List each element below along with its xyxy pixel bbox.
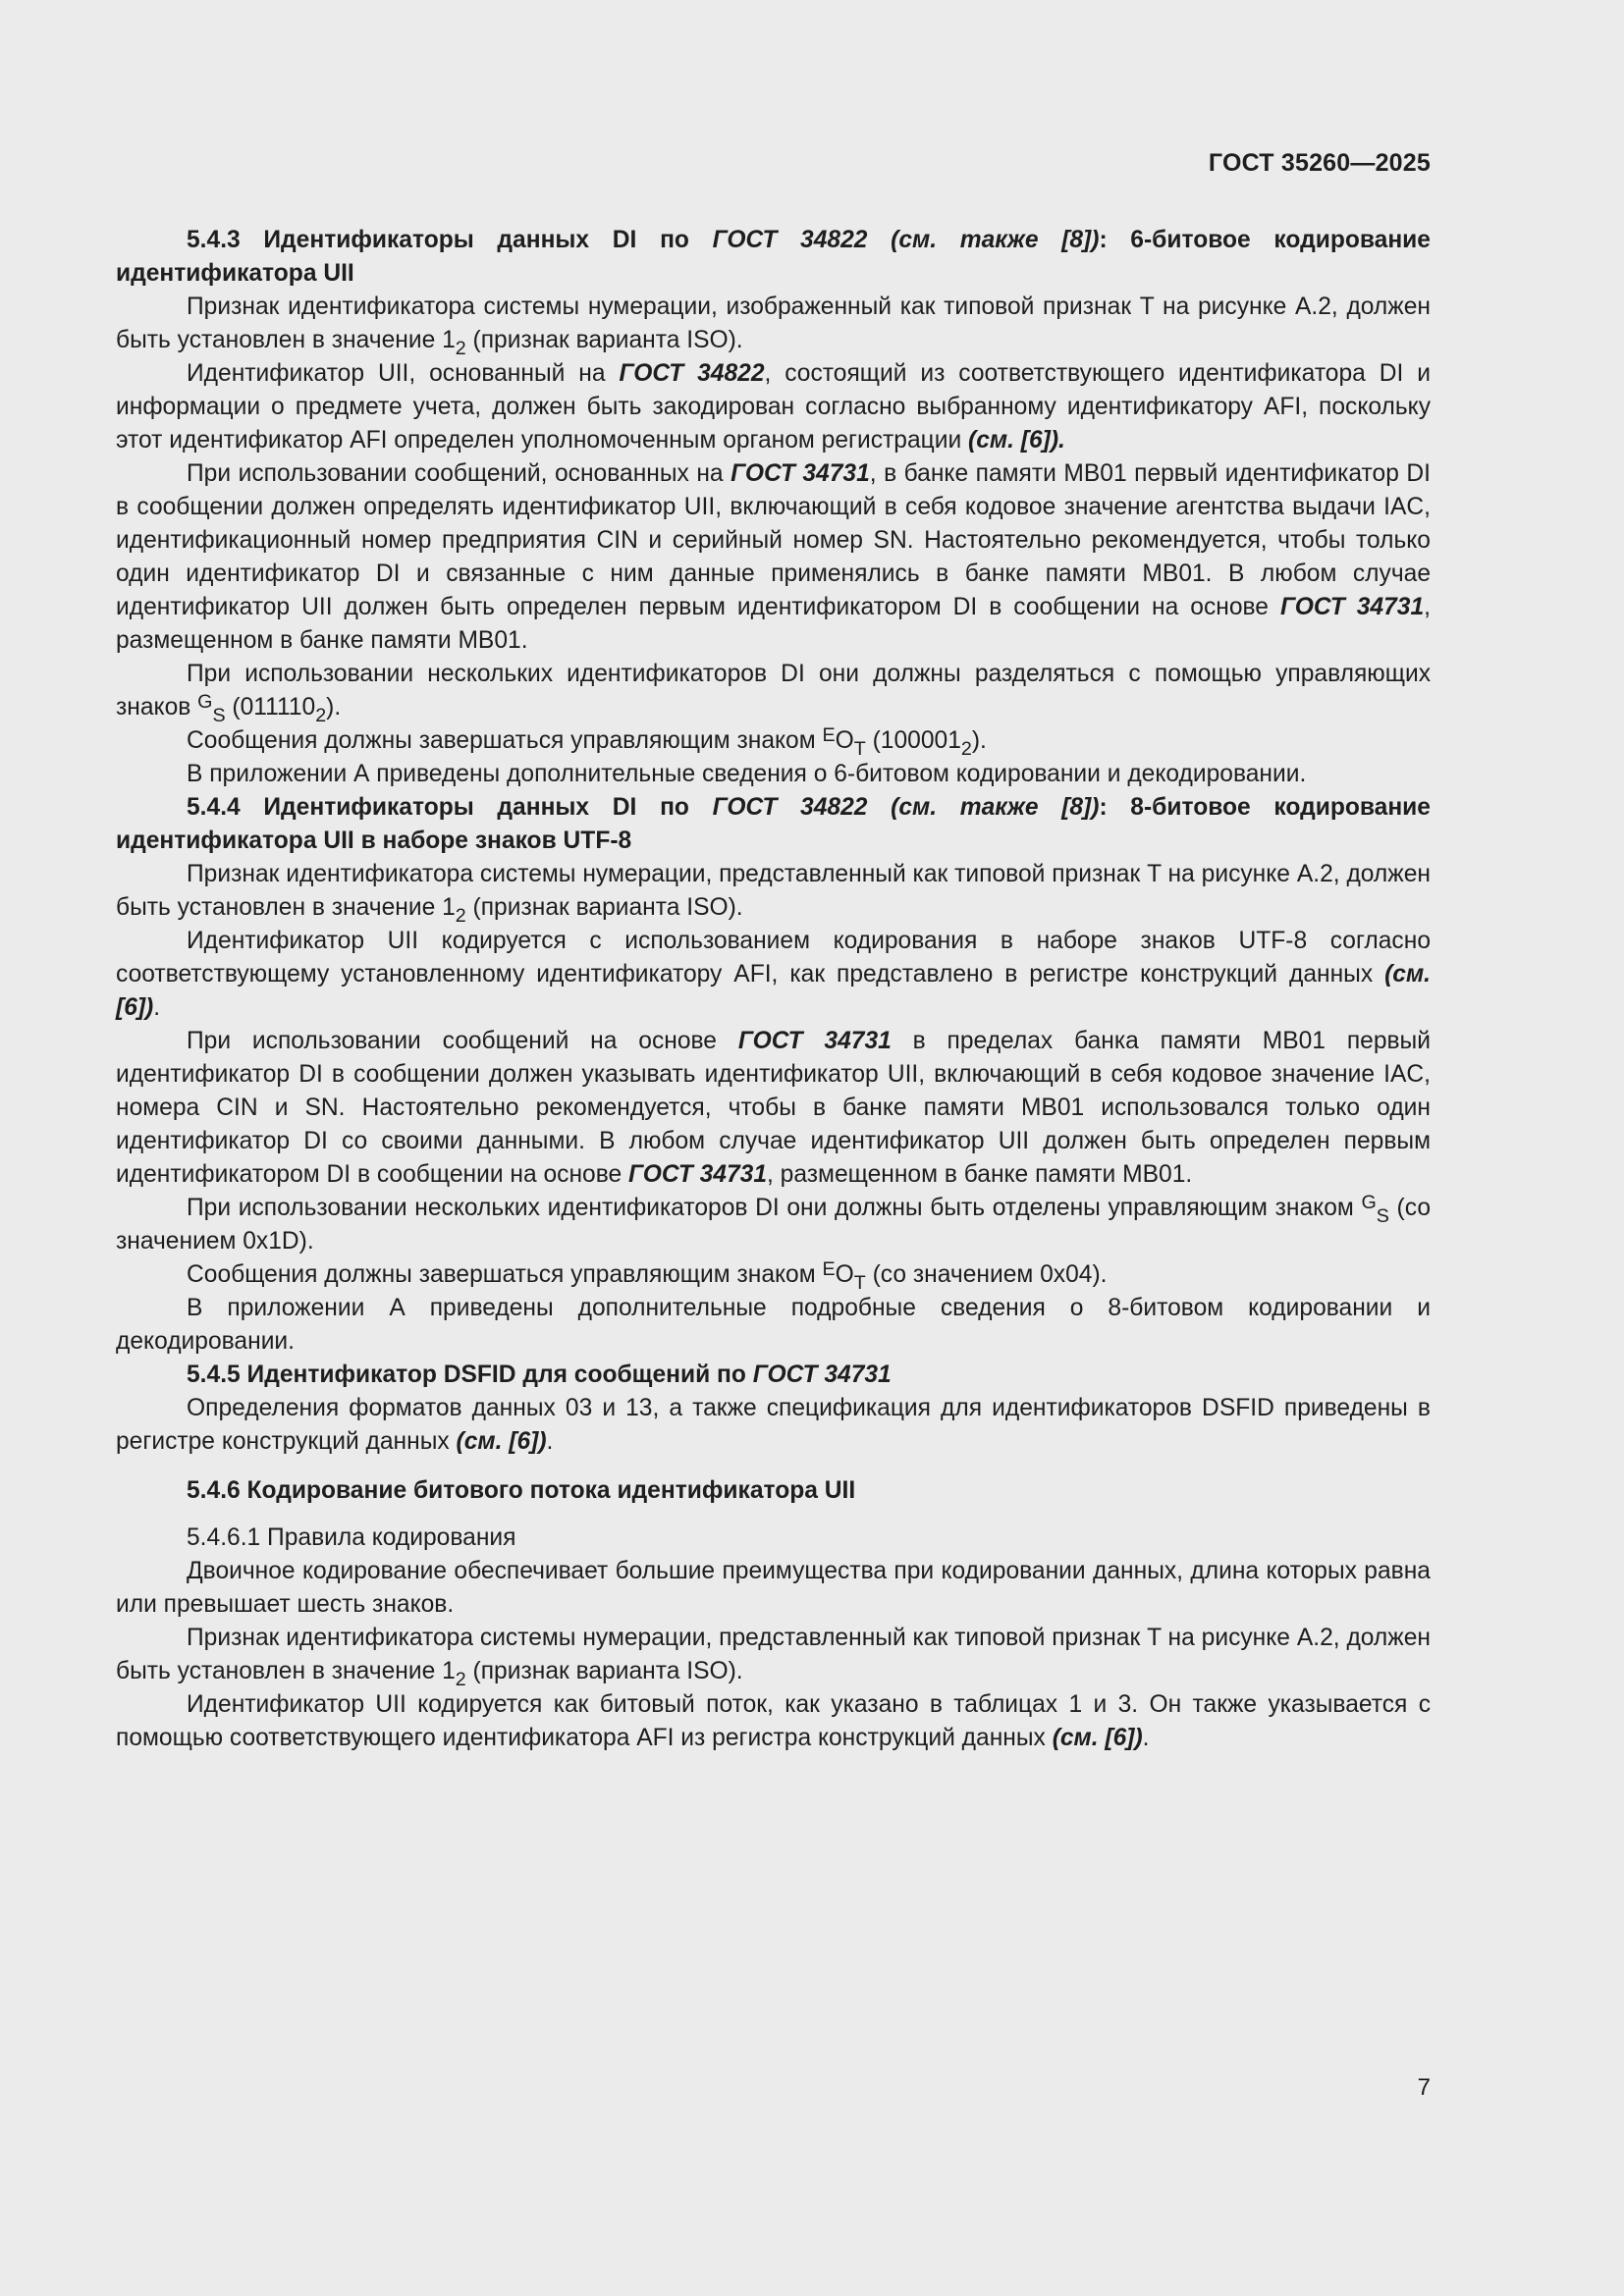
document-body [116,224,1431,1755]
paragraph-5-4-4-numbering-flag: Признак идентификатора системы нумерации, представленный как типовой признак T на рисунке А.2, должен быть установлен в значение $1_2$ (признак варианта ISO). [116,861,1431,927]
paragraph-5-4-5-dsfid: Определения форматов данных 03 и 13, а также спецификация для идентификаторов DSFID приведены в регистре конструкций данных (см. [6]). [116,1395,1431,1455]
paragraph-5-4-6-numbering-flag: Признак идентификатора системы нумерации, представленный как типовой признак T на рисунке А.2, должен быть установлен в значение $1_2$ (признак варианта ISO). [116,1625,1431,1690]
paragraph-5-4-4-messages: При использовании сообщений на основе ГОСТ 34731 в пределах банка памяти MB01 первый идентификатор DI в сообщении должен указывать идентификатор UII, включающий в себя кодовое значение IAC, номера CIN и SN. Настоятельно рекомендуется, чтобы в банке памяти MB01 использовался только один идентификатор DI со своими данными. В любом случае идентификатор UII должен быть определен первым идентификатором DI в сообщении на основе ГОСТ 34731, размещенном в банке памяти MB01. [116,1028,1431,1188]
document-code: ГОСТ 35260—2025 [1208,149,1431,177]
paragraph-5-4-4-annex: В приложении А приведены дополнительные подробные сведения о 8-битовом кодировании и декодировании. [116,1295,1431,1355]
heading-5-4-6: 5.4.6 Кодирование битового потока идентификатора UII [187,1477,856,1504]
page-number: 7 [1417,2074,1431,2101]
paragraph-5-4-3-separator: При использовании нескольких идентификаторов DI они должны разделяться с помощью управляющих знаков $^G_S$ $(011110_2)$. [116,661,1431,726]
paragraph-5-4-4-separator: При использовании нескольких идентификаторов DI они должны быть отделены управляющим знаком $^G_S$ (со значением 0x1D). [116,1192,1431,1255]
paragraph-5-4-4-utf8: Идентификатор UII кодируется с использованием кодирования в наборе знаков UTF-8 согласно соответствующему установленному идентификатору AFI, как представлено в регистре конструкций данных (см. [6]). [116,928,1431,1021]
gs-control-char: $^G_S$ [197,691,226,726]
paragraph-5-4-3-terminator: Сообщения должны завершаться управляющим знаком $^EO_T$ $(100001_2)$. [187,724,987,760]
heading-5-4-3: 5.4.3 Идентификаторы данных DI по ГОСТ 34822 (см. также [8]): 6-битовое кодирование идентификатора UII [116,227,1431,287]
paragraph-5-4-6-binary: Двоичное кодирование обеспечивает большие преимущества при кодировании данных, длина которых равна или превышает шесть знаков. [116,1558,1431,1618]
paragraph-5-4-3-uii: Идентификатор UII, основанный на ГОСТ 34822, состоящий из соответствующего идентификатора DI и информации о предмете учета, должен быть закодирован согласно выбранному идентификатору AFI, поскольку этот идентификатор AFI определен уполномоченным органом регистрации (см. [6]). [116,360,1431,454]
paragraph-5-4-3-numbering-flag: Признак идентификатора системы нумерации, изображенный как типовой признак T на рисунке А.2, должен быть установлен в значение $1_2$ (признак варианта ISO). [116,294,1431,359]
paragraph-5-4-3-messages: При использовании сообщений, основанных на ГОСТ 34731, в банке памяти MB01 первый идентификатор DI в сообщении должен определять идентификатор UII, включающий в себя кодовое значение агентства выдачи IAC, идентификационный номер предприятия CIN и серийный номер SN. Настоятельно рекомендуется, чтобы только один идентификатор DI и связанные с ним данные применялись в банке памяти MB01. В любом случае идентификатор UII должен быть определен первым идентификатором DI в сообщении на основе ГОСТ 34731, размещенном в банке памяти MB01. [116,460,1431,654]
eot-control-char: $^EO_T$ [822,1258,866,1294]
eot-control-char: $^EO_T$ [822,724,866,760]
paragraph-5-4-3-annex: В приложении А приведены дополнительные сведения о 6-битовом кодировании и декодировании. [187,761,1307,787]
paragraph-5-4-6-bitstream: Идентификатор UII кодируется как битовый поток, как указано в таблицах 1 и 3. Он также указывается с помощью соответствующего идентификатора AFI из регистра конструкций данных (см. [6]). [116,1691,1431,1751]
heading-5-4-5: 5.4.5 Идентификатор DSFID для сообщений по ГОСТ 34731 [187,1362,892,1388]
subheading-5-4-6-1: 5.4.6.1 Правила кодирования [187,1524,516,1551]
paragraph-5-4-4-terminator: Сообщения должны завершаться управляющим знаком $^EO_T$ (со значением 0x04). [187,1258,1108,1294]
gs-control-char: $^G_S$ [1361,1192,1389,1227]
heading-5-4-4: 5.4.4 Идентификаторы данных DI по ГОСТ 34822 (см. также [8]): 8-битовое кодирование идентификатора UII в наборе знаков UTF-8 [116,794,1431,854]
